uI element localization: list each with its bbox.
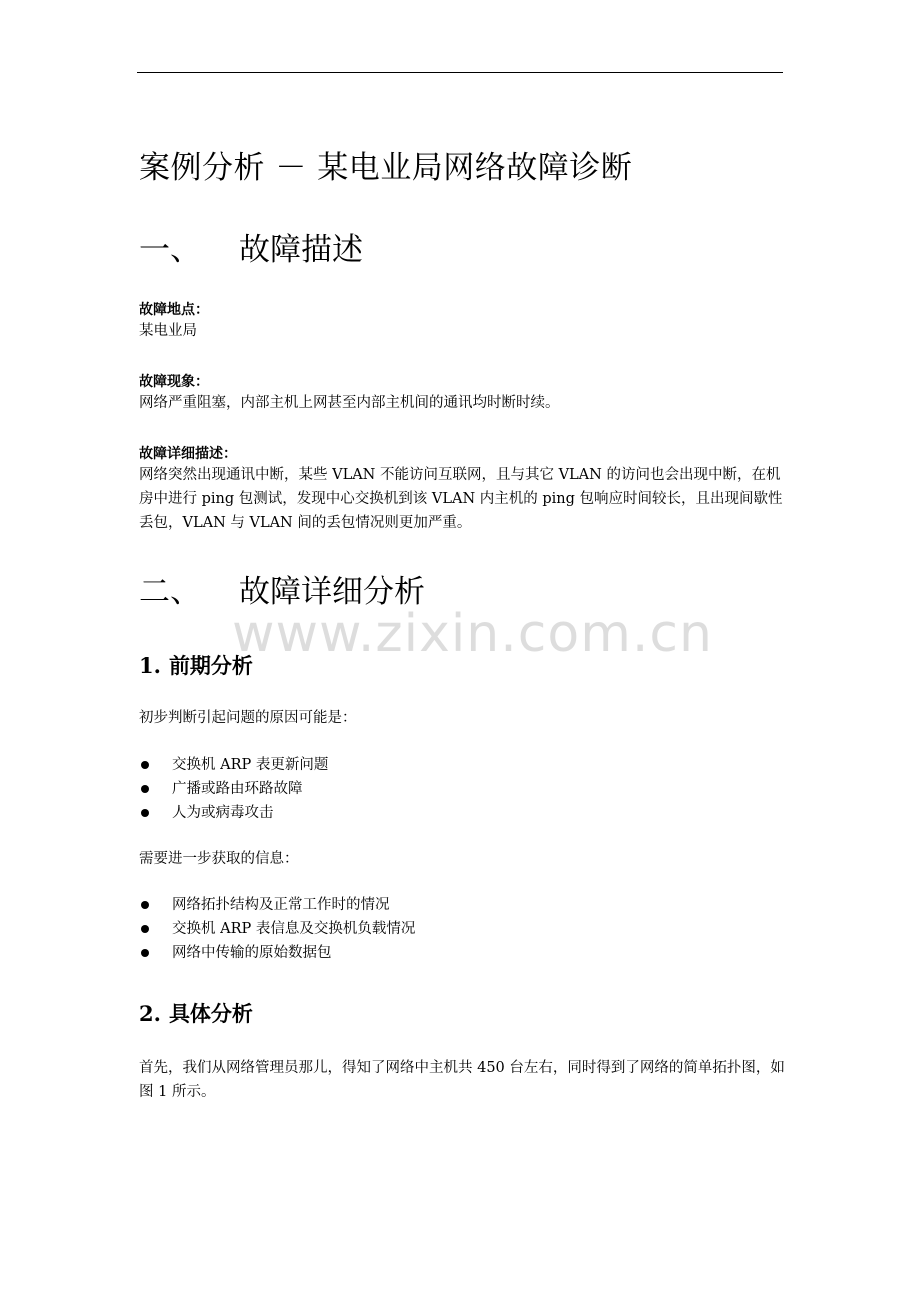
subsection-2-number: 2. (139, 1001, 161, 1026)
causes-intro: 初步判断引起问题的原因可能是： (139, 710, 357, 726)
section-2-number: 二、 (139, 574, 201, 610)
list-item-text: 交换机 ARP 表更新问题 (172, 757, 329, 773)
symptom-label: 故障现象： (139, 374, 209, 390)
subsection-1-heading (139, 650, 253, 680)
location-label: 故障地点： (139, 302, 209, 318)
bullet-icon (141, 901, 149, 909)
list-item-text: 广播或路由环路故障 (172, 781, 303, 797)
bullet-icon (141, 761, 149, 769)
list-item-text: 网络中传输的原始数据包 (172, 945, 332, 961)
analysis-text: 首先，我们从网络管理员那儿，得知了网络中主机共 450 台左右，同时得到了网络的简单拓扑图，如图 1 所示。 (139, 1060, 785, 1100)
bullet-icon (141, 785, 149, 793)
list-item-text: 交换机 ARP 表信息及交换机负载情况 (172, 921, 416, 937)
document-title: 案例分析 － 某电业局网络故障诊断 (139, 150, 633, 186)
list-item (139, 753, 328, 777)
symptom-text: 网络严重阻塞，内部主机上网甚至内部主机间的通讯均时断时续。 (139, 395, 560, 411)
subsection-2-heading (139, 998, 253, 1028)
needs-list (139, 893, 415, 965)
watermark: www.zixin.com.cn (232, 604, 713, 664)
section-1-title: 故障描述 (239, 232, 363, 268)
section-1-number: 一、 (139, 232, 201, 268)
list-item (139, 941, 415, 965)
subsection-2-title: 具体分析 (168, 1001, 253, 1026)
needs-intro: 需要进一步获取的信息： (139, 851, 299, 867)
bullet-icon (141, 925, 149, 933)
detail-label: 故障详细描述： (139, 446, 237, 462)
header-rule (137, 72, 783, 73)
list-item (139, 893, 415, 917)
bullet-icon (141, 809, 149, 817)
section-2-title: 故障详细分析 (239, 574, 425, 610)
bullet-icon (141, 949, 149, 957)
list-item-text: 人为或病毒攻击 (172, 805, 274, 821)
list-item (139, 777, 328, 801)
list-item (139, 917, 415, 941)
location-text: 某电业局 (139, 323, 197, 339)
list-item (139, 801, 328, 825)
section-1-heading (139, 224, 363, 269)
list-item-text: 网络拓扑结构及正常工作时的情况 (172, 897, 390, 913)
causes-list (139, 753, 328, 825)
subsection-1-number: 1. (139, 653, 161, 678)
subsection-1-title: 前期分析 (168, 653, 253, 678)
detail-text: 网络突然出现通讯中断，某些 VLAN 不能访问互联网，且与其它 VLAN 的访问也会出现中断，在机房中进行 ping 包测试，发现中心交换机到该 VLAN 内主机的 ping 包响应时间较长，且出现间歇性丢包，VLAN 与 VLAN 间的丢包情况则更加严重。 (139, 467, 783, 531)
